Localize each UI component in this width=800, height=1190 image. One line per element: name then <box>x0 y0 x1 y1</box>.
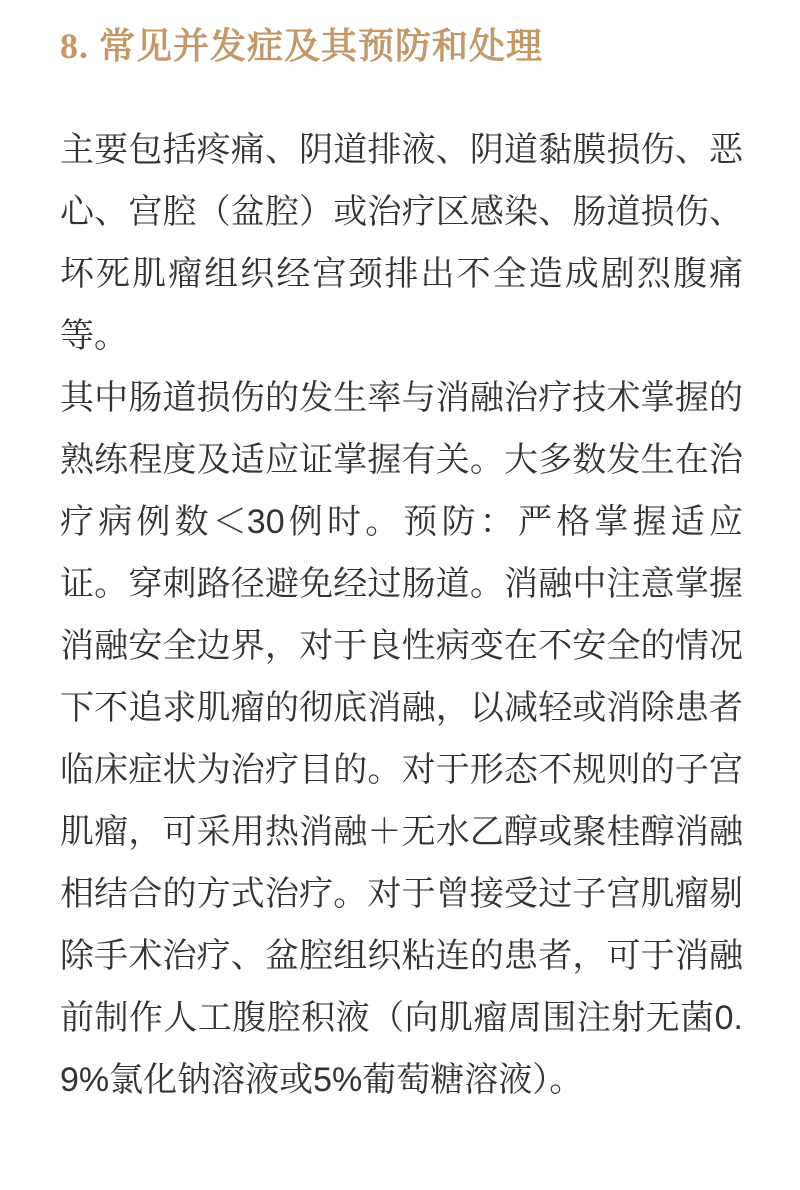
paragraph-bowel-injury-prevention: 其中肠道损伤的发生率与消融治疗技术掌握的熟练程度及适应证掌握有关。大多数发生在治疗病例数＜30例时。预防：严格掌握适应证。穿刺路径避免经过肠道。消融中注意掌握消融安全边界，对于良性病变在不安全的情况下不追求肌瘤的彻底消融，以减轻或消除患者临床症状为治疗目的。对于形态不规则的子宫肌瘤，可采用热消融＋无水乙醇或聚桂醇消融相结合的方式治疗。对于曾接受过子宫肌瘤剔除手术治疗、盆腔组织粘连的患者，可于消融前制作人工腹腔积液（向肌瘤周围注射无菌0.9%氯化钠溶液或5%葡萄糖溶液）。 <box>60 379 743 1099</box>
document-page <box>0 24 800 1190</box>
page-title: 8. 常见并发症及其预防和处理 <box>60 26 544 66</box>
article-body <box>60 119 743 1111</box>
paragraph-complications-list: 主要包括疼痛、阴道排液、阴道黏膜损伤、恶心、宫腔（盆腔）或治疗区感染、肠道损伤、坏死肌瘤组织经宫颈排出不全造成剧烈腹痛等。 <box>60 131 743 355</box>
